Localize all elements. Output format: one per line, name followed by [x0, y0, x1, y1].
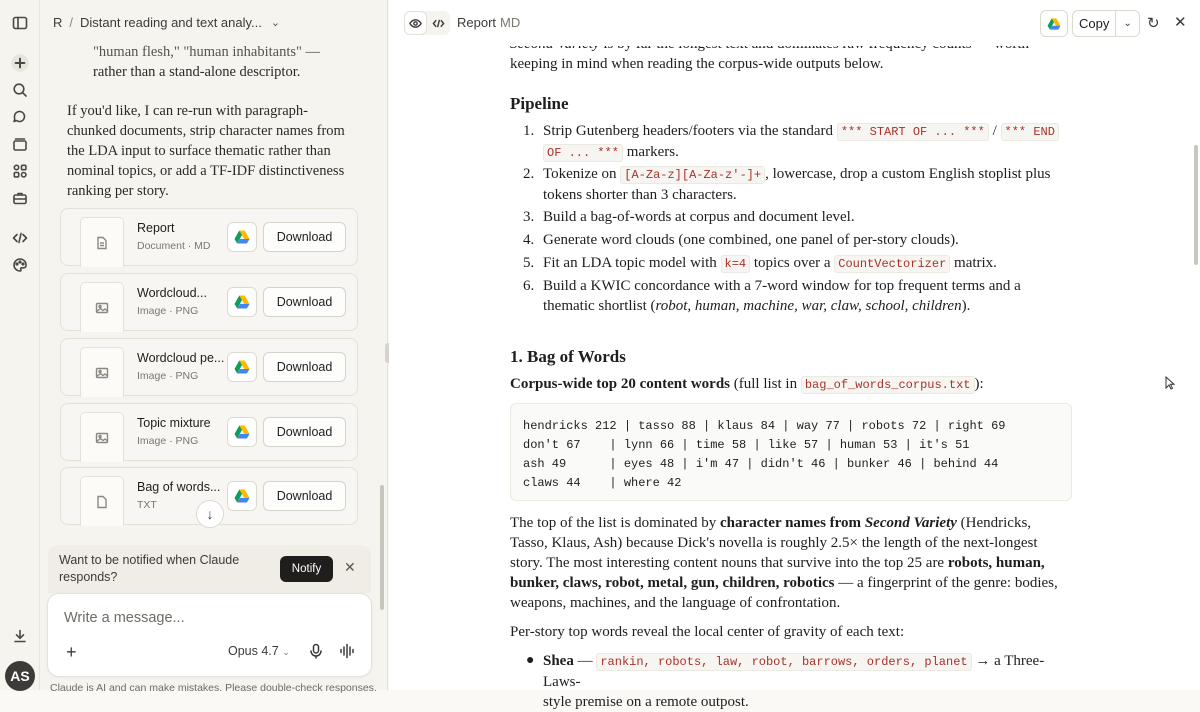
download-button[interactable]: Download: [263, 352, 346, 382]
code-icon[interactable]: [8, 226, 32, 250]
file-name: Bag of words...: [137, 480, 221, 494]
story-text: → a Three-Laws-: [543, 653, 1045, 690]
image-icon: [80, 412, 124, 462]
bow-lead: [510, 374, 1075, 395]
plus-icon[interactable]: +: [66, 642, 77, 662]
scroll-down-arrow-icon[interactable]: ↓: [196, 500, 224, 528]
google-drive-icon[interactable]: [1040, 10, 1068, 37]
intro-text: keeping in mind when reading the corpus-wide outputs below.: [510, 56, 884, 72]
step-emphasis: robot, human, machine, war, claw, school, children: [655, 298, 962, 314]
new-chat-icon[interactable]: [8, 51, 32, 75]
close-icon[interactable]: ✕: [344, 559, 356, 575]
artifact-scrollbar[interactable]: [1194, 145, 1198, 265]
analysis-bold: robots, human,: [947, 555, 1045, 571]
message-fragment: [93, 42, 373, 82]
analysis-bold-emphasis: Second Variety: [864, 515, 957, 531]
inline-code: OF ... ***: [543, 144, 623, 162]
code-line: claws 44 | where 42: [523, 476, 682, 490]
image-icon: [80, 347, 124, 397]
copy-button[interactable]: Copy: [1073, 11, 1116, 36]
file-card[interactable]: [60, 338, 358, 396]
step-text: Strip Gutenberg headers/footers via the standard: [543, 123, 837, 139]
analysis-bold: character names from Second Variety: [719, 515, 957, 531]
palette-icon[interactable]: [8, 253, 32, 277]
google-drive-icon[interactable]: [227, 417, 257, 447]
step-text: tokens shorter than 3 characters.: [543, 187, 737, 203]
composer: [47, 593, 372, 677]
file-type: TXT: [137, 499, 157, 511]
download-button[interactable]: Download: [263, 222, 346, 252]
conversation-title[interactable]: Distant reading and text analy...: [80, 14, 262, 30]
file-name: Report: [137, 221, 175, 235]
file-card[interactable]: [60, 273, 358, 331]
step-number: 6.: [523, 278, 535, 294]
message-input[interactable]: [64, 610, 354, 626]
per-story-lead: Per-story top words reveal the local center of gravity of each text:: [510, 624, 905, 640]
file-type: Image · PNG: [137, 370, 199, 382]
artifact-header: [389, 0, 1200, 46]
file-type: Document · MD: [137, 240, 211, 252]
artifact-name: Report: [457, 15, 497, 30]
message-line: rather than a stand-alone descriptor.: [93, 64, 301, 80]
inline-code: bag_of_words_corpus.txt: [801, 376, 975, 394]
bow-lead-bold: Corpus-wide top 20 content words: [510, 376, 731, 392]
chat-scrollbar[interactable]: [380, 485, 384, 610]
close-icon[interactable]: ✕: [1174, 14, 1187, 31]
step-text: Tokenize on: [543, 166, 621, 182]
chevron-down-icon[interactable]: ⌄: [270, 16, 281, 29]
breadcrumb: [40, 0, 388, 44]
analysis-text: story. The most interesting content nouns that survive into the top 25 are: [510, 555, 948, 571]
refresh-icon[interactable]: ↻: [1147, 15, 1160, 32]
artifact-format: MD: [500, 15, 521, 30]
sidebar-toggle-icon[interactable]: [8, 11, 32, 35]
file-name: Wordcloud...: [137, 286, 207, 300]
briefcase-icon[interactable]: [8, 186, 32, 210]
bow-lead-text: ):: [974, 376, 984, 392]
model-selector[interactable]: [228, 644, 290, 658]
search-icon[interactable]: [8, 78, 32, 102]
bow-lead-text: (full list in: [730, 376, 801, 392]
mouse-cursor-icon: [1165, 376, 1175, 390]
step-text: Build a KWIC concordance with a 7-word window for top frequent terms and a: [543, 278, 1021, 294]
file-name: Wordcloud pe...: [137, 351, 225, 365]
chat-panel: [40, 0, 388, 694]
artifact-title: [457, 15, 520, 30]
chats-icon[interactable]: [8, 105, 32, 129]
message-line: "human flesh," "human inhabitants" —: [93, 44, 321, 60]
step-number: 3.: [523, 209, 535, 225]
step-number: 5.: [523, 255, 535, 271]
view-toggle[interactable]: [404, 11, 450, 35]
code-line: hendricks 212 | tasso 88 | klaus 84 | way 77 | robots 72 | right 69: [523, 419, 1006, 433]
step-text: Fit an LDA topic model with: [543, 255, 721, 271]
notify-text: Want to be notified when Claude responds?: [59, 553, 240, 584]
story-text: style premise on a remote outpost.: [543, 694, 749, 710]
analysis-text: (Hendricks,: [956, 515, 1032, 531]
code-view-icon[interactable]: [427, 11, 450, 35]
step-text: matrix.: [950, 255, 997, 271]
voice-mode-icon[interactable]: [339, 643, 355, 664]
download-button[interactable]: Download: [263, 481, 346, 511]
microphone-icon[interactable]: [308, 643, 324, 664]
analysis-bold: bunker, claws, robot, metal, gun, children, robotics: [510, 575, 835, 591]
bag-of-words-heading: 1. Bag of Words: [510, 347, 626, 366]
download-button[interactable]: Download: [263, 417, 346, 447]
inline-code: *** END: [1001, 123, 1059, 141]
model-name: Opus 4.7: [228, 644, 279, 658]
google-drive-icon[interactable]: [227, 481, 257, 511]
left-rail: [0, 0, 40, 690]
inline-code: CountVectorizer: [834, 255, 950, 273]
step-text: thematic shortlist (: [543, 298, 656, 314]
code-block: [510, 403, 1072, 501]
breadcrumb-separator: /: [69, 14, 74, 30]
code-line: don't 67 | lynn 66 | time 58 | like 57 | human 53 | it's 51: [523, 438, 970, 452]
step-number: 2.: [523, 166, 535, 182]
copy-button-group: [1072, 10, 1140, 37]
analysis-text: — a fingerprint of the genre: bodies,: [834, 575, 1058, 591]
document-icon: [80, 217, 124, 267]
inline-code: *** START OF ... ***: [837, 123, 989, 141]
artifacts-icon[interactable]: [8, 159, 32, 183]
inline-code: rankin, robots, law, robot, barrows, orders, planet: [596, 653, 971, 671]
bullet-dot: ●: [526, 653, 535, 668]
file-type: Image · PNG: [137, 435, 199, 447]
story-name: Shea: [543, 653, 574, 669]
step-text: ).: [961, 298, 971, 314]
google-drive-icon[interactable]: [227, 222, 257, 252]
projects-icon[interactable]: [8, 132, 32, 156]
analysis-paragraph: [510, 513, 1075, 613]
google-drive-icon[interactable]: [227, 287, 257, 317]
step-number: 4.: [523, 232, 535, 248]
download-button[interactable]: Download: [263, 287, 346, 317]
step-text: , lowercase, drop a custom English stoplist plus: [765, 166, 1051, 182]
analysis-text: The top of the list is dominated by: [510, 515, 720, 531]
preview-eye-icon[interactable]: [404, 11, 427, 35]
google-drive-icon[interactable]: [227, 352, 257, 382]
step-text: /: [988, 123, 1001, 139]
step-text: Generate word clouds (one combined, one panel of per-story clouds).: [543, 232, 959, 248]
step-number: 1.: [523, 123, 535, 139]
file-card[interactable]: [60, 208, 358, 266]
image-icon: [80, 282, 124, 332]
file-type: Image · PNG: [137, 305, 199, 317]
step-text: Build a bag-of-words at corpus and document level.: [543, 209, 855, 225]
artifact-panel: [389, 0, 1200, 710]
inline-code: k=4: [721, 255, 751, 273]
chevron-down-icon: ⌄: [282, 647, 290, 657]
notify-banner: [48, 545, 371, 593]
assistant-message: If you'd like, I can re-run with paragraph-chunked documents, strip character names from the LDA input to surface thematic rather than nominal topics, or add a TF-IDF distinctiveness ranking per story.: [67, 103, 345, 199]
story-text: —: [573, 653, 597, 669]
step-text: topics over a: [750, 255, 835, 271]
avatar[interactable]: AS: [5, 661, 35, 691]
analysis-text: weapons, machines, and the language of confrontation.: [510, 595, 841, 611]
inline-code: [A-Za-z][A-Za-z'-]+: [620, 166, 765, 184]
download-icon[interactable]: [8, 624, 32, 648]
file-card[interactable]: [60, 403, 358, 461]
chevron-down-icon[interactable]: ⌄: [1123, 18, 1132, 29]
notify-button[interactable]: Notify: [280, 556, 333, 582]
step-text: markers.: [623, 144, 679, 160]
code-line: ash 49 | eyes 48 | i'm 47 | didn't 46 | bunker 46 | behind 44: [523, 457, 999, 471]
analysis-text: Tasso, Klaus, Ash) because Dick's novella is roughly 2.5× the length of the next-longest: [510, 535, 1038, 551]
pipeline-heading: Pipeline: [510, 94, 569, 113]
breadcrumb-project[interactable]: R: [53, 14, 63, 30]
document-icon: [80, 476, 124, 526]
disclaimer: Claude is AI and can make mistakes. Please double-check responses.: [50, 682, 377, 694]
file-name: Topic mixture: [137, 416, 211, 430]
